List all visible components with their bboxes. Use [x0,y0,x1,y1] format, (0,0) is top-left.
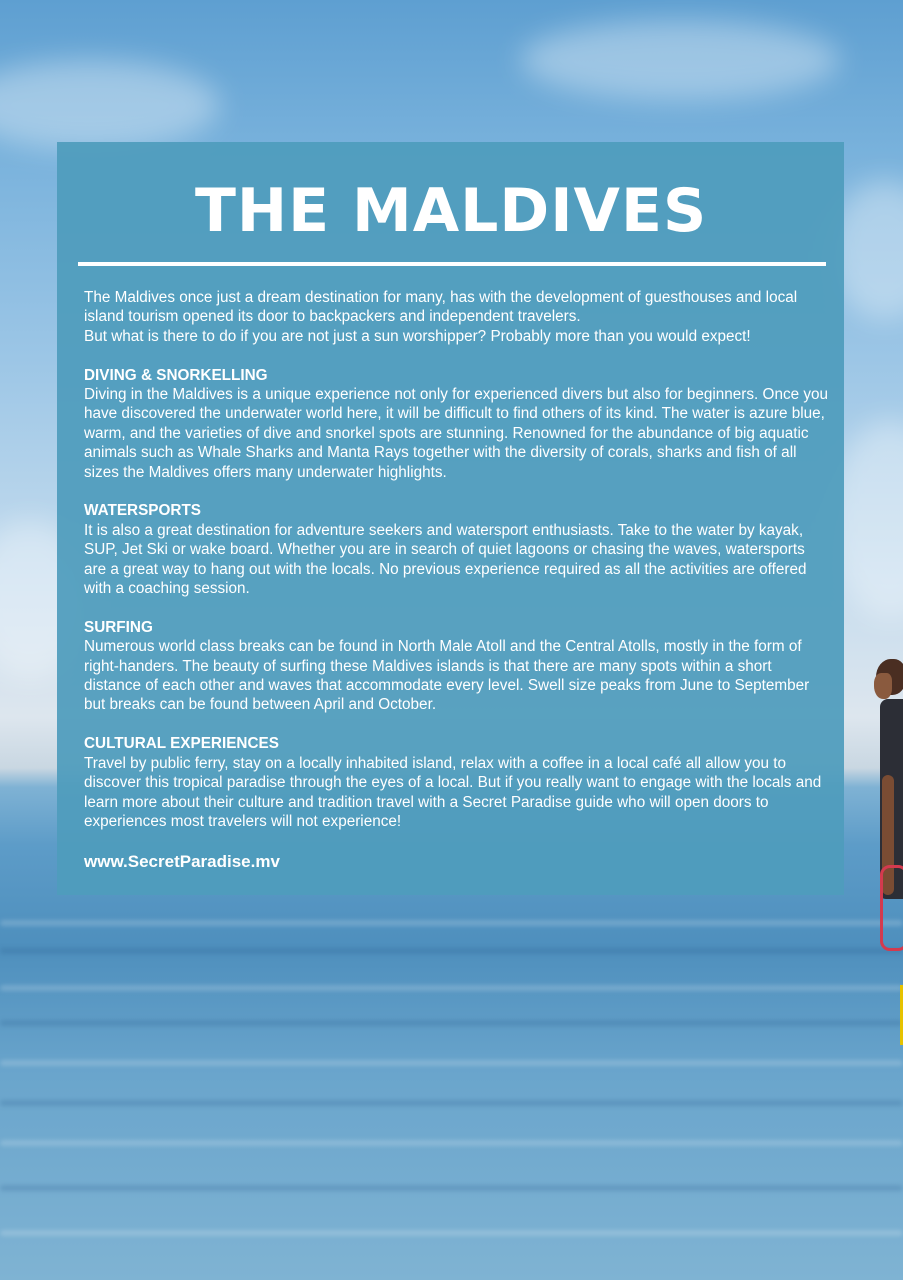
intro [84,288,829,346]
article-body [84,288,829,873]
wave [0,920,903,926]
intro-paragraph: The Maldives once just a dream destination for many, has with the development of guesthouses and local island tourism opened its door to backpackers and independent travelers. [84,289,798,326]
wave [0,948,903,954]
section-body: It is also a great destination for adventure seekers and watersport enthusiasts. Take to the water by kayak, SUP, Jet Ski or wake board. Whether you are in search of quiet lagoons or chasing the waves, watersports are a great way to hang out with the locals. No previous experience required as all the activities are offered with a coaching session. [84,521,807,598]
section-cultural [84,734,829,831]
section-heading: SURFING [84,618,153,636]
wave [0,1060,903,1066]
section-heading: DIVING & SNORKELLING [84,366,268,384]
section-heading: CULTURAL EXPERIENCES [84,735,279,753]
wave [0,985,903,991]
section-body: Travel by public ferry, stay on a locally inhabited island, relax with a coffee in a local café all allow you to discover this tropical paradise through the eyes of a local. But if you really want to engage with the locals and learn more about their culture and tradition travel with a Secret Paradise guide who will open doors to experiences most travelers will not experience! [84,754,822,830]
diver-face [874,673,892,699]
cloud [0,60,220,150]
section-diving [84,366,829,482]
wave [0,1140,903,1146]
intro-paragraph: But what is there to do if you are not just a sun worshipper? Probably more than you would expect! [84,327,751,345]
section-watersports [84,501,829,598]
cloud [520,20,840,100]
info-panel [57,142,844,895]
section-surfing [84,618,829,715]
wave [0,1020,903,1026]
website-link[interactable]: www.SecretParadise.mv [84,851,280,871]
title-divider [78,262,826,266]
wave [0,1185,903,1191]
page-title: THE MALDIVES [195,176,708,246]
section-body: Numerous world class breaks can be found in North Male Atoll and the Central Atolls, mostly in the form of right-handers. The beauty of surfing these Maldives islands is that there are many spots within a short distance of each other and waves that accommodate every level. Swell size peaks from June to September but breaks can be found between April and October. [84,638,810,714]
diver-figure [872,655,903,975]
section-body: Diving in the Maldives is a unique experience not only for experienced divers but also for beginners. Once you have discovered the underwater world here, it will be difficult to find others of its kind. The water is azure blue, warm, and the varieties of dive and snorkel spots are stunning. Renowned for the abundance of big aquatic animals such as Whale Sharks and Manta Rays together with the diversity of corals, sharks and fish of all sizes the Maldives offers many underwater highlights. [84,386,829,481]
wave [0,1230,903,1236]
wave [0,1100,903,1106]
section-heading: WATERSPORTS [84,502,201,520]
diver-gear-hose [880,865,903,951]
